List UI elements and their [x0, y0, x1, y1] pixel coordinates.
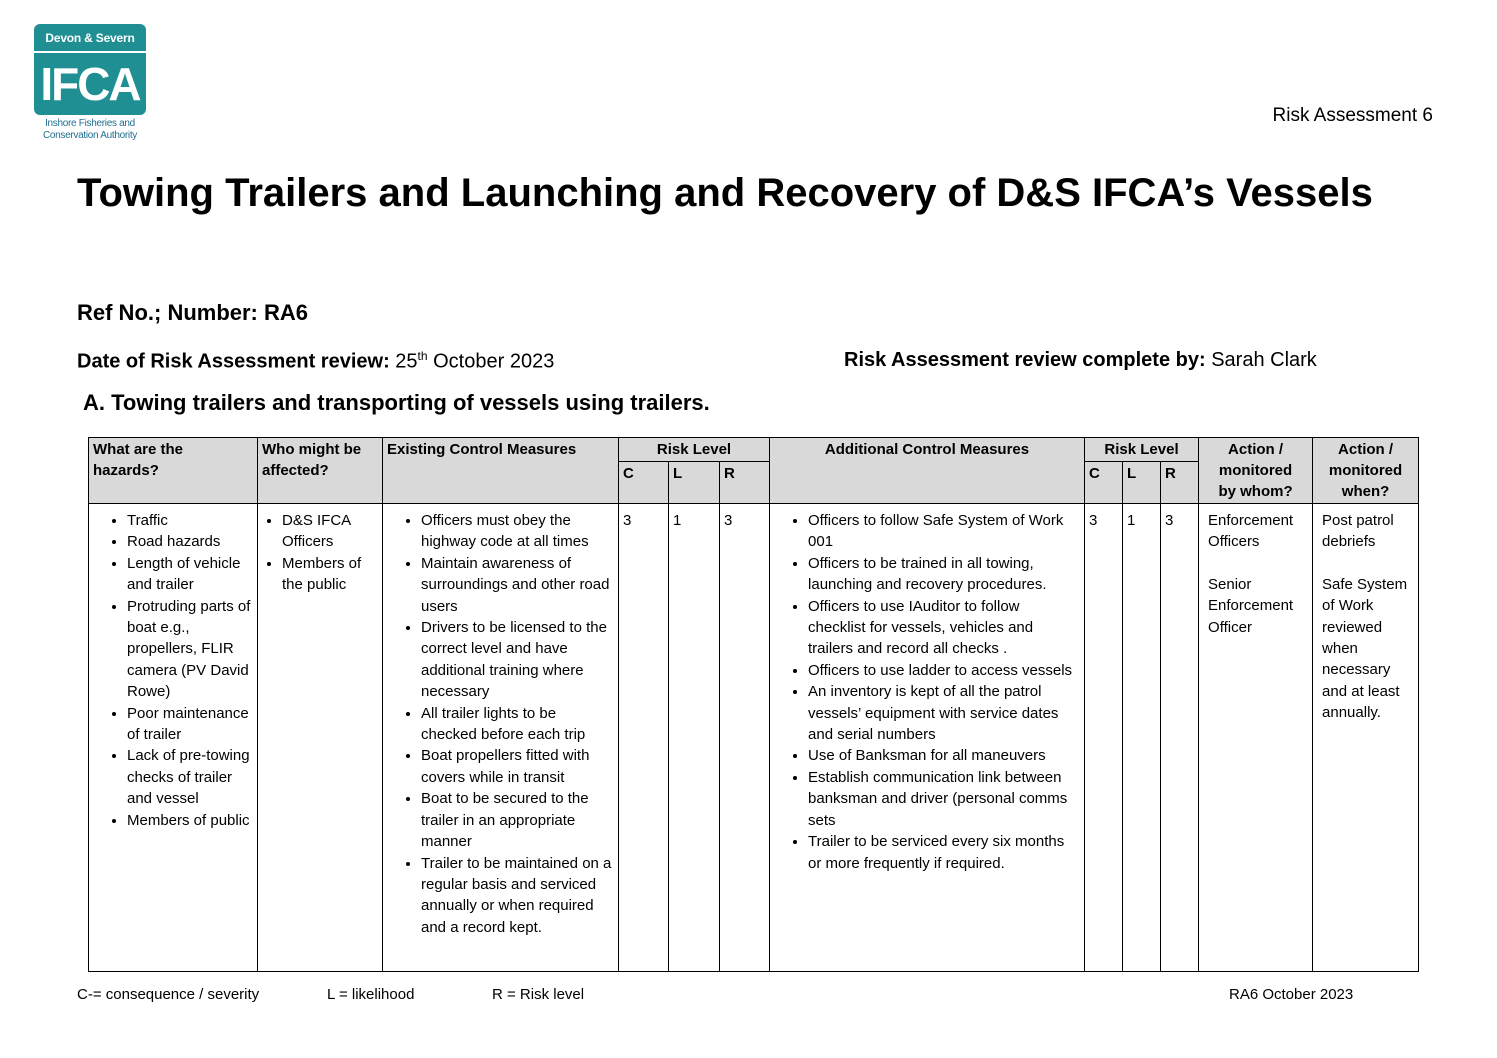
- review-date: [77, 349, 554, 374]
- existing-control-item: • Officers must obey the highway code at all times: [421, 510, 614, 553]
- monitored-by-2: Senior Enforcement Officer: [1208, 575, 1294, 636]
- hazard-item: • Poor maintenance of trailer: [127, 703, 253, 746]
- table-row: [89, 504, 1419, 972]
- footer-r-key: R = Risk level: [492, 986, 585, 1003]
- footer-c-key: C-= consequence / severity: [77, 986, 260, 1003]
- additional-control-item: • Officers to use IAuditor to follow checklist for vessels, vehicles and trailers and record all checks .: [808, 596, 1080, 660]
- existing-control-item: • All trailer lights to be checked before each trip: [421, 703, 614, 746]
- hazard-item: • Lack of pre-towing checks of trailer and vessel: [127, 745, 253, 809]
- hazard-item: • Length of vehicle and trailer: [127, 553, 253, 596]
- affected-cell: [258, 504, 383, 972]
- header-monitored-by-line2: monitored: [1218, 462, 1293, 479]
- footer-version: RA6 October 2023: [1229, 986, 1354, 1003]
- affected-item: • D&S IFCA Officers: [282, 510, 378, 553]
- header-hazards: What are the hazards?: [89, 438, 258, 504]
- review-by-value: Sarah Clark: [1211, 349, 1317, 371]
- header-monitored-when-line1: Action /: [1338, 441, 1394, 458]
- additional-control-item: • An inventory is kept of all the patrol vessels’ equipment with service dates and serial numbers: [808, 681, 1080, 745]
- header-monitored-by-line1: Action /: [1228, 441, 1284, 458]
- monitored-by-cell: [1199, 504, 1313, 972]
- header-risk-level-2: Risk Level: [1085, 438, 1199, 462]
- header-monitored-when-line3: when?: [1341, 483, 1390, 500]
- review-complete-by: [844, 349, 1317, 372]
- residual-c-value: 3: [1085, 504, 1123, 972]
- existing-control-item: • Trailer to be maintained on a regular basis and serviced annually or when required and a record kept.: [421, 853, 614, 939]
- header-monitored-when: [1313, 438, 1419, 504]
- residual-r-value: 3: [1161, 504, 1199, 972]
- review-date-label: Date of Risk Assessment review:: [77, 350, 390, 373]
- header-monitored-by-line3: by whom?: [1218, 483, 1293, 500]
- risk-l-value: 1: [669, 504, 720, 972]
- logo-subtitle-line2: Conservation Authority: [42, 130, 137, 141]
- ifca-logo: [34, 24, 146, 144]
- hazard-item: • Members of public: [127, 810, 253, 831]
- hazard-item: • Traffic: [127, 510, 253, 531]
- review-by-label: Risk Assessment review complete by:: [844, 349, 1206, 371]
- existing-control-item: • Boat propellers fitted with covers while in transit: [421, 745, 614, 788]
- footer-l-key: L = likelihood: [327, 986, 415, 1003]
- existing-control-item: • Drivers to be licensed to the correct level and have additional training where necessary: [421, 617, 614, 703]
- additional-control-item: • Use of Banksman for all maneuvers: [808, 745, 1080, 766]
- hazard-item: • Protruding parts of boat e.g., propellers, FLIR camera (PV David Rowe): [127, 596, 253, 703]
- review-date-day: 25: [395, 350, 418, 373]
- additional-control-item: • Trailer to be serviced every six months or more frequently if required.: [808, 831, 1080, 874]
- reference-number: Ref No.; Number: RA6: [77, 300, 309, 325]
- header-affected: Who might be affected?: [258, 438, 383, 504]
- logo-subtitle: [34, 118, 146, 142]
- page-title: Towing Trailers and Launching and Recovery of D&S IFCA’s Vessels: [77, 171, 1373, 215]
- header-l: L: [669, 462, 720, 504]
- header-monitored-by: [1199, 438, 1313, 504]
- header-c: C: [619, 462, 669, 504]
- header-additional-controls: Additional Control Measures: [770, 438, 1085, 504]
- hazard-item: • Road hazards: [127, 531, 253, 552]
- logo-subtitle-line1: Inshore Fisheries and: [45, 118, 135, 129]
- header-existing-controls: Existing Control Measures: [383, 438, 619, 504]
- affected-item: • Members of the public: [282, 553, 378, 596]
- residual-l-value: 1: [1123, 504, 1161, 972]
- additional-control-item: • Establish communication link between banksman and driver (personal comms sets: [808, 767, 1080, 831]
- additional-controls-cell: [770, 504, 1085, 972]
- header-l-2: L: [1123, 462, 1161, 504]
- monitored-by-1: Enforcement Officers: [1208, 512, 1294, 551]
- additional-control-item: • Officers to be trained in all towing, launching and recovery procedures.: [808, 553, 1080, 596]
- existing-control-item: • Boat to be secured to the trailer in an appropriate manner: [421, 788, 614, 852]
- risk-c-value: 3: [619, 504, 669, 972]
- additional-control-item: • Officers to use ladder to access vessels: [808, 660, 1080, 681]
- existing-control-item: • Maintain awareness of surroundings and other road users: [421, 553, 614, 617]
- review-date-rest: October 2023: [433, 350, 555, 373]
- monitored-when-1: Post patrol debriefs: [1322, 512, 1394, 551]
- header-risk-level: Risk Level: [619, 438, 770, 462]
- document-label: Risk Assessment 6: [1272, 105, 1433, 126]
- header-c-2: C: [1085, 462, 1123, 504]
- monitored-when-2: Safe System of Work reviewed when necessary and at least annually.: [1322, 575, 1408, 722]
- monitored-when-cell: [1313, 504, 1419, 972]
- risk-assessment-table: [88, 437, 1419, 972]
- header-r: R: [720, 462, 770, 504]
- additional-control-item: • Officers to follow Safe System of Work 001: [808, 510, 1080, 553]
- review-date-suffix: th: [417, 349, 428, 363]
- header-r-2: R: [1161, 462, 1199, 504]
- section-title: A. Towing trailers and transporting of vessels using trailers.: [83, 390, 710, 415]
- risk-r-value: 3: [720, 504, 770, 972]
- hazards-cell: [89, 504, 258, 972]
- header-monitored-when-line2: monitored: [1328, 462, 1403, 479]
- existing-controls-cell: [383, 504, 619, 972]
- logo-mark: IFCA: [34, 53, 146, 115]
- logo-banner: Devon & Severn: [34, 24, 146, 51]
